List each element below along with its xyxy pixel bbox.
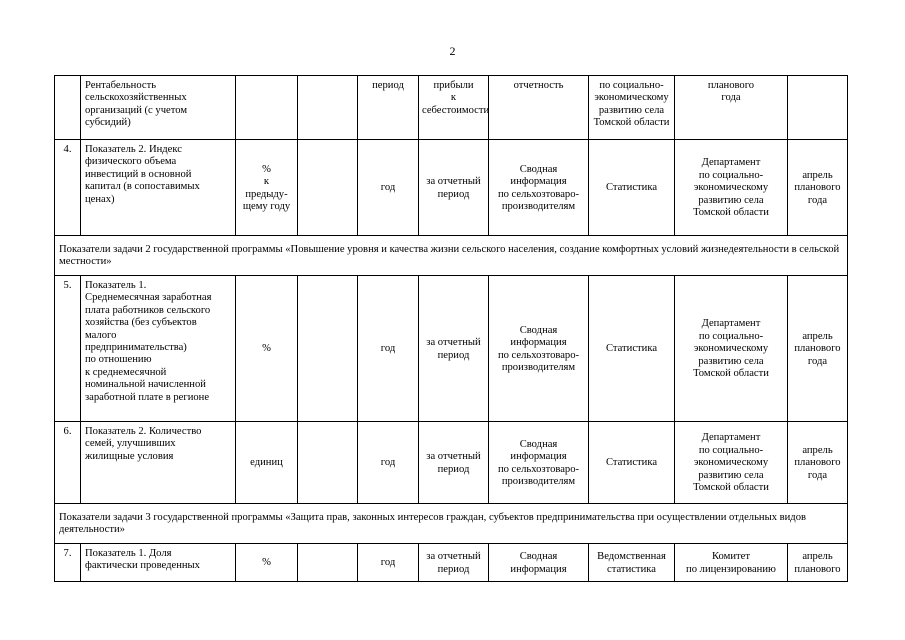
period-cell: период	[358, 76, 419, 140]
row-number: 6.	[55, 422, 81, 504]
frequency-cell: год	[358, 544, 419, 582]
method-cell: прибыли к себестоимости	[419, 76, 489, 140]
indicator-name: Показатель 1. Среднемесячная заработная плата работников сельского хозяйства (без субъектов малого предпринимательства) по отношению к среднемесячной номинальной начисленной заработной плате в регионе	[81, 276, 236, 422]
frequency-cell: год	[358, 140, 419, 236]
frequency-cell: год	[358, 422, 419, 504]
source-cell: Статистика	[589, 140, 675, 236]
table-row	[55, 544, 848, 582]
section-header: Показатели задачи 2 государственной программы «Повышение уровня и качества жизни сельского населения, создание комфортных условий жизнедеятельности в сельской местности»	[55, 236, 848, 276]
empty-cell	[298, 276, 358, 422]
source-cell: Статистика	[589, 422, 675, 504]
row-number	[55, 76, 81, 140]
empty-cell	[788, 76, 848, 140]
unit-cell: %	[236, 544, 298, 582]
section-header: Показатели задачи 3 государственной программы «Защита прав, законных интересов граждан, субъектов предпринимательства при осуществлении отдельных видов деятельности»	[55, 504, 848, 544]
method-cell: Сводная информация по сельхозтоваро- производителям	[489, 422, 589, 504]
date-cell: апрель планового года	[788, 276, 848, 422]
responsible-cell: Департамент по социально- экономическому развитию села Томской области	[675, 422, 788, 504]
period-cell: за отчетный период	[419, 544, 489, 582]
indicator-name: Рентабельность сельскохозяйственных организаций (с учетом субсидий)	[81, 76, 236, 140]
source-cell: Ведомственная статистика	[589, 544, 675, 582]
unit-cell	[236, 76, 298, 140]
responsible-cell: по социально- экономическому развитию села Томской области	[589, 76, 675, 140]
section-header-row	[55, 236, 848, 276]
source-cell: отчетность	[489, 76, 589, 140]
source-cell: Статистика	[589, 276, 675, 422]
unit-cell: единиц	[236, 422, 298, 504]
indicator-name: Показатель 2. Количество семей, улучшивших жилищные условия	[81, 422, 236, 504]
responsible-cell: Департамент по социально- экономическому развитию села Томской области	[675, 276, 788, 422]
frequency-cell	[298, 76, 358, 140]
responsible-cell: Комитет по лицензированию	[675, 544, 788, 582]
indicator-name: Показатель 2. Индекс физического объема инвестиций в основной капитал (в сопоставимых ценах)	[81, 140, 236, 236]
unit-cell: % к предыду- щему году	[236, 140, 298, 236]
date-cell: апрель планового года	[788, 422, 848, 504]
method-cell: Сводная информация по сельхозтоваро- производителям	[489, 140, 589, 236]
table-row	[55, 422, 848, 504]
row-number: 7.	[55, 544, 81, 582]
indicators-table	[54, 75, 848, 582]
date-cell: апрель планового	[788, 544, 848, 582]
empty-cell	[298, 140, 358, 236]
indicator-name: Показатель 1. Доля фактически проведенных	[81, 544, 236, 582]
row-number: 5.	[55, 276, 81, 422]
method-cell: Сводная информация по сельхозтоваро- производителям	[489, 276, 589, 422]
section-header-row	[55, 504, 848, 544]
date-cell: планового года	[675, 76, 788, 140]
period-cell: за отчетный период	[419, 276, 489, 422]
empty-cell	[298, 544, 358, 582]
table-row	[55, 276, 848, 422]
responsible-cell: Департамент по социально- экономическому развитию села Томской области	[675, 140, 788, 236]
page-number: 2	[449, 44, 456, 58]
period-cell: за отчетный период	[419, 140, 489, 236]
empty-cell	[298, 422, 358, 504]
period-cell: за отчетный период	[419, 422, 489, 504]
table-row	[55, 140, 848, 236]
unit-cell: %	[236, 276, 298, 422]
table-row	[55, 76, 848, 140]
date-cell: апрель планового года	[788, 140, 848, 236]
row-number: 4.	[55, 140, 81, 236]
frequency-cell: год	[358, 276, 419, 422]
method-cell: Сводная информация	[489, 544, 589, 582]
